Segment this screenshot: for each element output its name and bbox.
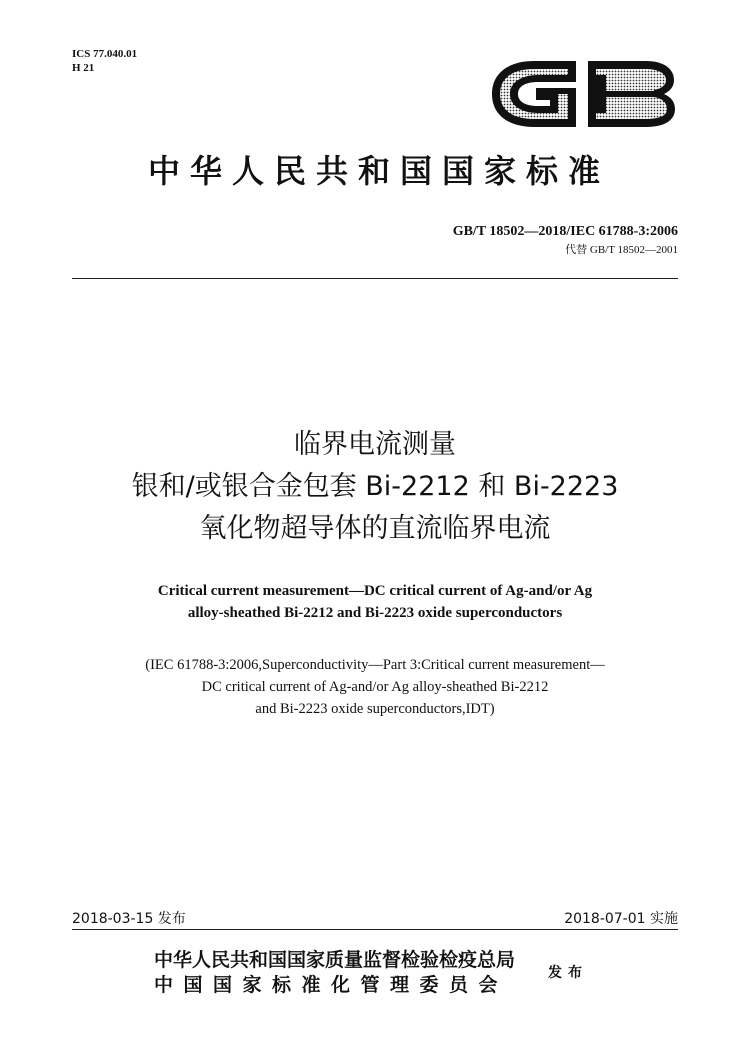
issue-word: 发布 [548, 965, 588, 981]
ics-classification [72, 47, 137, 75]
iec-reference [0, 654, 750, 720]
implementation-date: 2018-07-01 实施 [564, 911, 678, 927]
title-zh-line3: 氧化物超导体的直流临界电流 [199, 513, 551, 544]
iec-reference-line3: and Bi-2223 oxide superconductors,IDT) [255, 701, 495, 717]
category-code: H 21 [72, 62, 95, 74]
issuer-line2: 中国国家标准化管理委员会 [154, 974, 509, 996]
iec-reference-line1: (IEC 61788-3:2006,Superconductivity—Part 3:Critical current measurement— [145, 657, 605, 673]
title-zh-line2: 银和/或银合金包套 Bi-2212 和 Bi-2223 [131, 471, 619, 502]
standard-code-block [453, 224, 678, 257]
standard-code: GB/T 18502—2018/IEC 61788-3:2006 [452, 224, 678, 239]
title-en-line1: Critical current measurement—DC critical current of Ag-and/or Ag [157, 583, 593, 599]
title-en [0, 580, 750, 624]
gb-logo [488, 58, 678, 130]
standard-title: 中华人民共和国国家标准 [147, 152, 610, 190]
iec-reference-line2: DC critical current of Ag-and/or Ag alloy-sheathed Bi-2212 [201, 679, 549, 695]
title-en-line2: alloy-sheathed Bi-2212 and Bi-2223 oxide superconductors [187, 605, 563, 621]
title-zh-line1: 临界电流测量 [294, 429, 456, 460]
ics-code: ICS 77.040.01 [72, 48, 138, 60]
title-zh [0, 424, 750, 550]
issuer-line1: 中华人民共和国国家质量监督检验检疫总局 [154, 949, 516, 971]
issuing-authorities [154, 948, 515, 998]
bottom-divider [72, 929, 678, 930]
replaces-note: 代替 GB/T 18502—2001 [565, 244, 678, 256]
top-divider [72, 278, 678, 279]
issue-date: 2018-03-15 发布 [72, 911, 186, 927]
